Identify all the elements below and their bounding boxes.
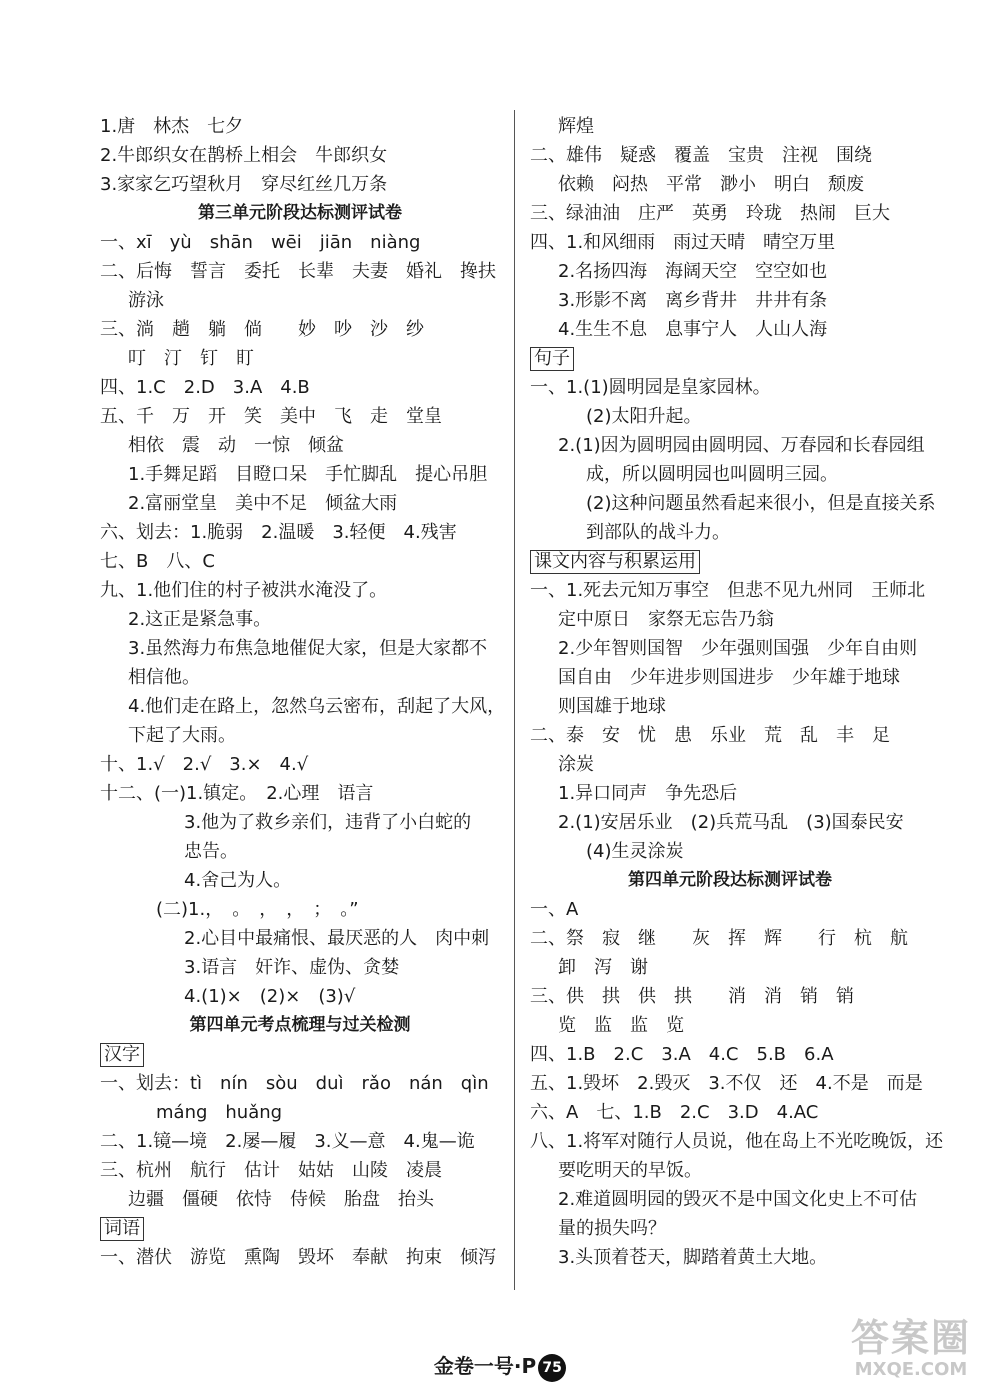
answer-line: 忠告。 [184, 841, 238, 862]
answer-line: 定中原日 家祭无忘告乃翁 [558, 609, 774, 630]
answer-line: 国自由 少年进步则国进步 少年雄于地球 [558, 667, 900, 688]
answer-line: 2.(1)安居乐业 (2)兵荒马乱 (3)国泰民安 [558, 812, 904, 833]
answer-line: 十二、(一)1.镇定。 2.心理 语言 [100, 783, 374, 804]
section-tag-line [100, 1214, 500, 1243]
section-tag-line [530, 344, 930, 373]
answer-line: (2)这种问题虽然看起来很小，但是直接关系 [586, 493, 936, 514]
answer-line: 4.他们走在路上，忽然乌云密布，刮起了大风， [128, 696, 506, 717]
footer-label: 金卷一号·P [433, 1354, 537, 1378]
answer-line: 三、绿油油 庄严 英勇 玲珑 热闹 巨大 [530, 203, 890, 224]
answer-line: 2.这正是紧急事。 [128, 609, 272, 630]
left-column [100, 112, 506, 1272]
answer-line: 3.他为了救乡亲们，违背了小白蛇的 [184, 812, 472, 833]
answer-line: 2.难道圆明园的毁灭不是中国文化史上不可估 [558, 1189, 918, 1210]
answer-line: máng huǎng [156, 1102, 283, 1123]
answer-line: 四、1.B 2.C 3.A 4.C 5.B 6.A [530, 1044, 834, 1065]
answer-line: 二、1.镜—境 2.屡—履 3.义—意 4.鬼—诡 [100, 1131, 475, 1152]
answer-line: 四、1.C 2.D 3.A 4.B [100, 377, 310, 398]
answer-line: 六、A 七、1.B 2.C 3.D 4.AC [530, 1102, 819, 1123]
answer-line: 六、划去：1.脆弱 2.温暖 3.轻便 4.残害 [100, 522, 457, 543]
page-number-badge: 75 [538, 1354, 566, 1382]
answer-line: 3.形影不离 离乡背井 井井有条 [558, 290, 828, 311]
answer-line: 量的损失吗？ [558, 1218, 666, 1239]
answer-line: 4.(1)× (2)× (3)√ [184, 986, 356, 1007]
answer-line: 七、B 八、C [100, 551, 215, 572]
answer-line: 2.名扬四海 海阔天空 空空如也 [558, 261, 828, 282]
section-tag: 汉字 [100, 1043, 144, 1067]
answer-line: 4.舍己为人。 [184, 870, 292, 891]
answer-line: (4)生灵涂炭 [586, 841, 684, 862]
answer-line: 2.心目中最痛恨、最厌恶的人 肉中刺 [184, 928, 490, 949]
answer-line: 览 监 监 览 [558, 1015, 684, 1036]
answer-line: 涂炭 [558, 754, 594, 775]
answer-line: 一、1.(1)圆明园是皇家园林。 [530, 377, 771, 398]
answer-line: 五、千 万 开 笑 美中 飞 走 堂皇 [100, 406, 442, 427]
answer-line: 4.生生不息 息事宁人 人山人海 [558, 319, 828, 340]
answer-line: 相依 震 动 一惊 倾盆 [128, 435, 344, 456]
answer-line: (2)太阳升起。 [586, 406, 702, 427]
answer-line: 叮 汀 钉 盯 [128, 348, 254, 369]
section-tag: 词语 [100, 1217, 144, 1241]
answer-line: 三、供 拱 供 拱 消 消 销 销 [530, 986, 854, 1007]
section-tag-line [100, 1040, 500, 1069]
section-tag: 句子 [530, 347, 574, 371]
answer-line: 下起了大雨。 [128, 725, 236, 746]
answer-line: 二、泰 安 忧 患 乐业 荒 乱 丰 足 [530, 725, 890, 746]
answer-line: 3.家家乞巧望秋月 穿尽红丝几万条 [100, 174, 388, 195]
answer-line: 四、1.和风细雨 雨过天晴 晴空万里 [530, 232, 836, 253]
answer-line: 边疆 僵硬 依恃 侍候 胎盘 抬头 [128, 1189, 434, 1210]
answer-line: 五、1.毁坏 2.毁灭 3.不仅 还 4.不是 而是 [530, 1073, 923, 1094]
answer-line: 成，所以圆明园也叫圆明三园。 [586, 464, 838, 485]
answer-line: 一、潜伏 游览 熏陶 毁坏 奉献 拘束 倾泻 [100, 1247, 496, 1268]
answer-line: (二)1.， 。 ， ， ； 。” [156, 899, 359, 920]
answer-line: 卸 泻 谢 [558, 957, 648, 978]
watermark-text: 答案圈 [850, 1316, 971, 1360]
watermark-logo [836, 1316, 986, 1384]
answer-line: 一、划去：tì nín sòu duì rǎo nán qìn [100, 1073, 489, 1094]
answer-line: 二、后悔 誓言 委托 长辈 夫妻 婚礼 搀扶 [100, 261, 496, 282]
section-title: 第三单元阶段达标测评试卷 [198, 203, 402, 223]
column-divider [514, 110, 515, 1290]
answer-line: 一、1.死去元知万事空 但悲不见九州同 王师北 [530, 580, 926, 601]
answer-line: 则国雄于地球 [558, 696, 666, 717]
answer-line: 十、1.√ 2.√ 3.× 4.√ [100, 754, 309, 775]
answer-line: 2.(1)因为圆明园由圆明园、万春园和长春园组 [558, 435, 925, 456]
watermark-url: MXQE.COM [854, 1359, 968, 1380]
answer-line: 2.少年智则国智 少年强则国强 少年自由则 [558, 638, 918, 659]
answer-line: 九、1.他们住的村子被洪水淹没了。 [100, 580, 388, 601]
answer-line: 相信他。 [128, 667, 200, 688]
section-tag: 课文内容与积累运用 [530, 550, 700, 574]
answer-line: 游泳 [128, 290, 164, 311]
section-title: 第四单元考点梳理与过关检测 [189, 1015, 411, 1035]
answer-line: 辉煌 [558, 116, 594, 137]
answer-line: 1.异口同声 争先恐后 [558, 783, 738, 804]
answer-line: 3.语言 奸诈、虚伪、贪婪 [184, 957, 400, 978]
answer-line: 2.牛郎织女在鹊桥上相会 牛郎织女 [100, 145, 388, 166]
answer-line: 三、杭州 航行 估计 姑姑 山陵 凌晨 [100, 1160, 442, 1181]
answer-line: 1.唐 林杰 七夕 [100, 116, 244, 137]
answer-line: 八、1.将军对随行人员说，他在岛上不光吃晚饭，还 [530, 1131, 944, 1152]
answer-line: 要吃明天的早饭。 [558, 1160, 702, 1181]
section-title: 第四单元阶段达标测评试卷 [628, 870, 832, 890]
answer-line: 3.虽然海力布焦急地催促大家，但是大家都不 [128, 638, 488, 659]
section-tag-line [530, 547, 930, 576]
answer-line: 2.富丽堂皇 美中不足 倾盆大雨 [128, 493, 398, 514]
right-column [530, 112, 944, 1272]
answer-line: 二、雄伟 疑惑 覆盖 宝贵 注视 围绕 [530, 145, 872, 166]
answer-line: 到部队的战斗力。 [586, 522, 730, 543]
answer-line: 依赖 闷热 平常 渺小 明白 颓废 [558, 174, 864, 195]
answer-line: 一、xī yù shān wēi jiān niàng [100, 232, 421, 253]
answer-line: 二、祭 寂 继 灰 挥 辉 行 杭 航 [530, 928, 908, 949]
answer-line: 1.手舞足蹈 目瞪口呆 手忙脚乱 提心吊胆 [128, 464, 488, 485]
answer-line: 一、A [530, 899, 579, 920]
answer-line: 三、淌 趟 躺 倘 妙 吵 沙 纱 [100, 319, 424, 340]
answer-line: 3.头顶着苍天，脚踏着黄土大地。 [558, 1247, 828, 1268]
